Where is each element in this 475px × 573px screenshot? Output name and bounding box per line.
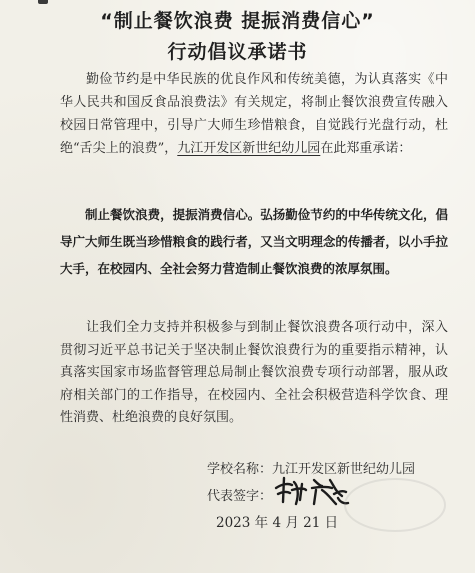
school-name-label: 学校名称： bbox=[207, 462, 273, 477]
intro-text: 勤俭节约是中华民族的优良作风和传统美德，为认真落实《中华人民共和国反食品浪费法》有关规定，将制止餐饮浪费宣传融入校园日常管理中，引导广大师生珍惜粮食，自觉践行光盘行动，杜绝“舌尖上的浪费”， bbox=[60, 72, 448, 156]
document-date: 2023 年 4 月 21 日 bbox=[216, 515, 339, 531]
call-to-action-paragraph: 让我们全力支持并积极参与到制止餐饮浪费各项行动中，深入贯彻习近平总书记关于坚决制止餐饮浪费行为的重要指示精神，认真落实国家市场监督管理总局制止餐饮浪费专项行动部署，服从政府相关部门的工作指导，在校园内、全社会积极营造科学饮食、理性消费、杜绝浪费的良好氛围。 bbox=[60, 320, 448, 425]
pledge-paragraph: 制止餐饮浪费，提振消费信心。弘扬勤俭节约的中华传统文化，倡导广大师生既当珍惜粮食的践行者，又当文明理念的传播者，以小手拉大手，在校园内、全社会努力营造制止餐饮浪费的浓厚氛围。 bbox=[60, 207, 448, 276]
intro-paragraph bbox=[60, 68, 448, 160]
document-subtitle: 行动倡议承诺书 bbox=[167, 41, 308, 63]
scan-corner-mark bbox=[38, 0, 48, 4]
document-title: “制止餐饮浪费 提振消费信心” bbox=[100, 10, 375, 32]
faint-seal-watermark bbox=[340, 475, 450, 535]
representative-label: 代表签字： bbox=[207, 489, 273, 504]
intro-tail: 在此郑重承诺： bbox=[320, 141, 412, 156]
school-name-value: 九江开发区新世纪幼儿园 bbox=[272, 462, 416, 477]
representative-line bbox=[207, 485, 272, 504]
school-name-underlined: 九江开发区新世纪幼儿园 bbox=[177, 141, 321, 156]
